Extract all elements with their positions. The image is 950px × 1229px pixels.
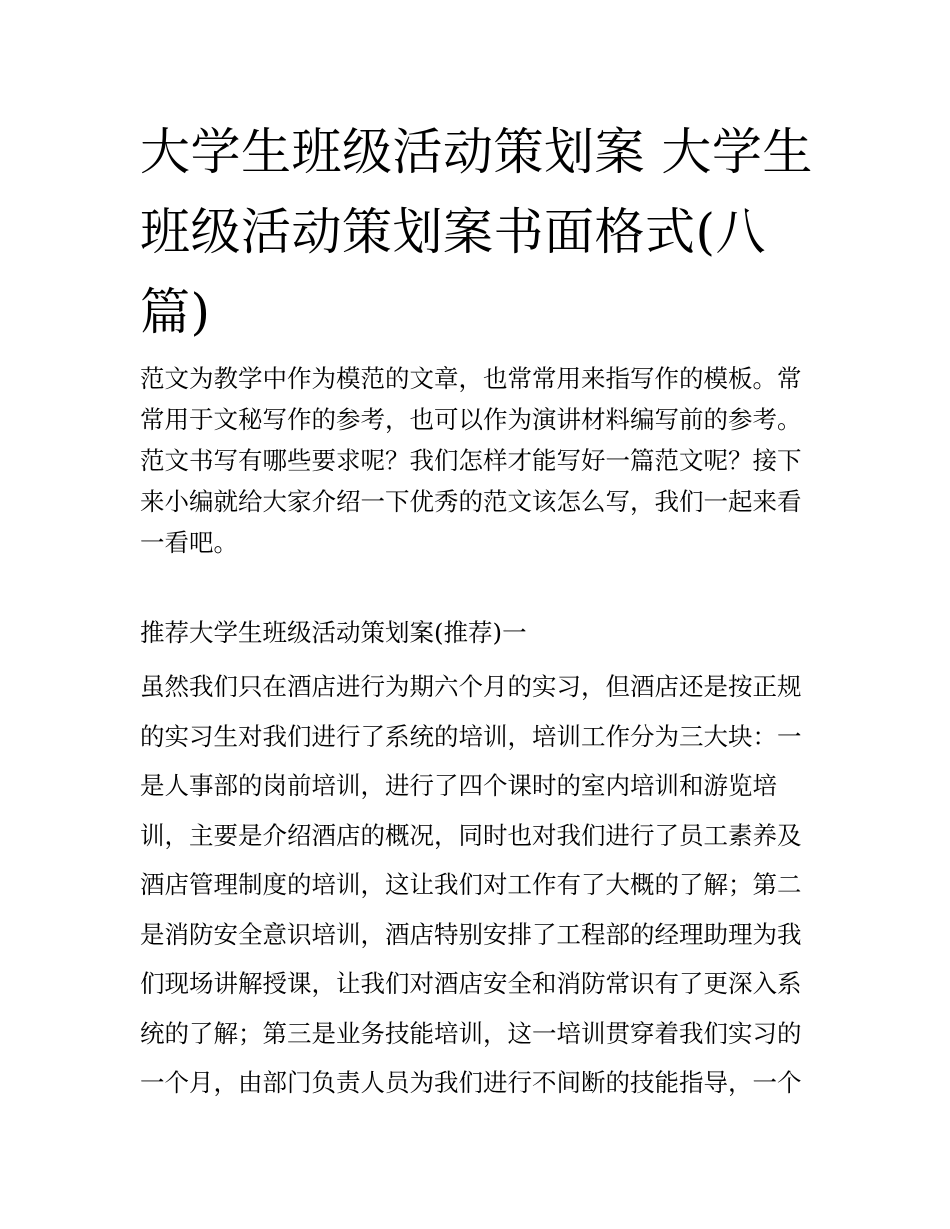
document-title: 大学生班级活动策划案 大学生班级活动策划案书面格式(八篇) [140,123,813,341]
section-heading: 推荐大学生班级活动策划案(推荐)一 [140,618,527,647]
body-paragraph: 虽然我们只在酒店进行为期六个月的实习，但酒店还是按正规的实习生对我们进行了系统的培训，培训工作分为三大块：一是人事部的岗前培训，进行了四个课时的室内培训和游览培训，主要是介绍酒店的概况，同时也对我们进行了员工素养及酒店管理制度的培训，这让我们对工作有了大概的了解；第二是消防安全意识培训，酒店特别安排了工程部的经理助理为我们现场讲解授课，让我们对酒店安全和消防常识有了更深入系统的了解；第三是业务技能培训，这一培训贯穿着我们实习的一个月，由部门负责人员为我们进行不间断的技能指导，一个 [140,672,802,1097]
intro-paragraph: 范文为教学中作为模范的文章，也常常用来指写作的模板。常常用于文秘写作的参考，也可以作为演讲材料编写前的参考。范文书写有哪些要求呢？我们怎样才能写好一篇范文呢？接下来小编就给大家介绍一下优秀的范文该怎么写，我们一起来看一看吧。 [140,364,802,557]
